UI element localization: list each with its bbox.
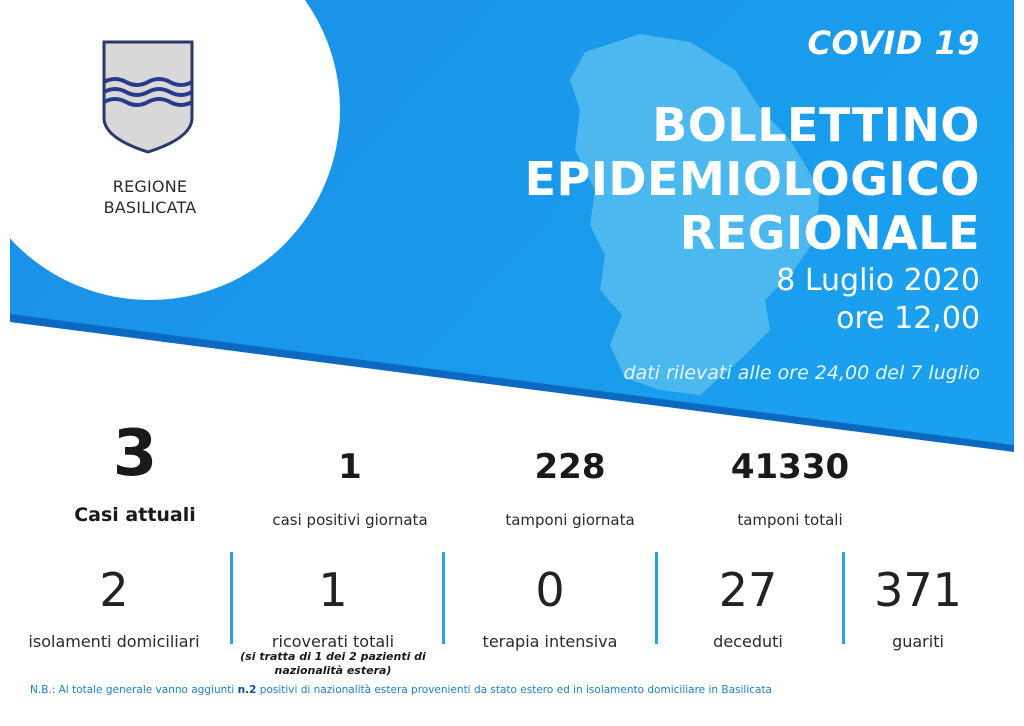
stat-guariti <box>850 563 986 651</box>
stat-casi-positivi-giornata <box>250 447 450 529</box>
stat-casi-attuali <box>40 417 230 526</box>
region-line-1: REGIONE <box>112 177 188 196</box>
stat-tamponi-giornata <box>470 447 670 529</box>
deceduti-label: deceduti <box>713 632 783 651</box>
footer-note <box>30 684 772 696</box>
casi-attuali-value: 3 <box>112 417 158 491</box>
region-name <box>70 176 230 218</box>
casi-positivi-value: 1 <box>338 447 362 487</box>
casi-positivi-label: casi positivi giornata <box>272 511 428 529</box>
covid-label: COVID 19 <box>807 24 980 62</box>
bulletin-date <box>776 262 980 338</box>
data-note: dati rilevati alle ore 24,00 del 7 luglio <box>623 362 980 384</box>
isolamenti-value: 2 <box>99 563 129 617</box>
title-line-3: REGIONALE <box>679 206 980 260</box>
casi-attuali-label: Casi attuali <box>74 504 196 526</box>
basilicata-coat-of-arms-icon <box>100 38 196 156</box>
stat-ricoverati <box>238 563 428 651</box>
tamponi-totali-label: tamponi totali <box>737 511 843 529</box>
stat-terapia-intensiva <box>452 563 648 651</box>
ricoverati-note <box>238 650 428 678</box>
deceduti-value: 27 <box>718 563 778 617</box>
divider-4 <box>842 552 845 644</box>
ricoverati-label: ricoverati totali <box>271 632 395 651</box>
ricoverati-value: 1 <box>318 563 348 617</box>
guariti-label: guariti <box>892 632 944 651</box>
terapia-value: 0 <box>535 563 565 617</box>
terapia-label: terapia intensiva <box>482 632 618 651</box>
tamponi-giornata-value: 228 <box>534 447 606 487</box>
title-line-2: EPIDEMIOLOGICO <box>524 152 980 206</box>
footer-note-bold: n.2 <box>237 684 257 696</box>
isolamenti-label: isolamenti domiciliari <box>28 632 200 651</box>
title-line-1: BOLLETTINO <box>652 98 980 152</box>
divider-1 <box>230 552 233 644</box>
footer-note-suffix: positivi di nazionalità estera provenienti da stato estero ed in isolamento domiciliare in Basilicata <box>259 684 772 696</box>
stat-isolamenti <box>14 563 214 651</box>
tamponi-giornata-label: tamponi giornata <box>505 511 635 529</box>
divider-2 <box>442 552 445 644</box>
stat-deceduti <box>660 563 836 651</box>
ricoverati-note-line-1: (si tratta di 1 dei 2 pazienti di <box>240 650 426 663</box>
footer-note-prefix: N.B.: Al totale generale vanno aggiunti <box>30 684 235 696</box>
time-text: ore 12,00 <box>836 301 980 336</box>
ricoverati-note-line-2: nazionalità estera) <box>274 664 392 677</box>
guariti-value: 371 <box>874 563 962 617</box>
region-line-2: BASILICATA <box>103 198 197 217</box>
tamponi-totali-value: 41330 <box>730 447 850 487</box>
bulletin-title <box>525 98 980 260</box>
stat-tamponi-totali <box>690 447 890 529</box>
divider-3 <box>655 552 658 644</box>
date-text: 8 Luglio 2020 <box>776 263 980 298</box>
